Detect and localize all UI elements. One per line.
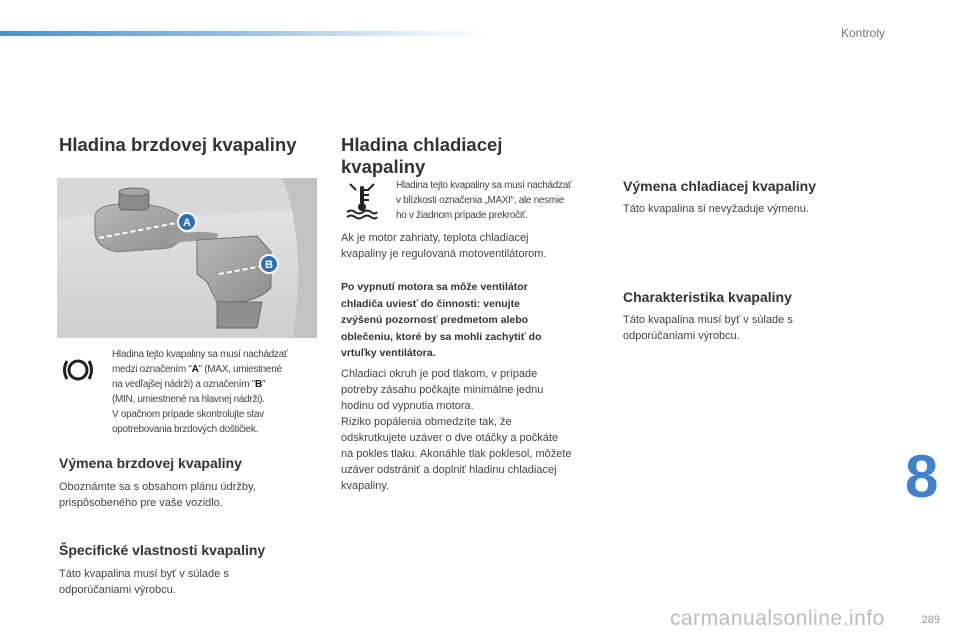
brake-spec-text: Táto kvapalina musí byť v súlade s odporúčaniami výrobcu. (59, 568, 229, 596)
coolant-paragraph-1: Ak je motor zahriaty, teplota chladiacej kvapaliny je regulovaná motoventilátorom. (341, 232, 547, 260)
chapter-number: 8 (905, 443, 939, 510)
coolant-char-text: Táto kvapalina musí byť v súlade s odporúčaniami výrobcu. (623, 314, 793, 342)
coolant-title: Hladina chladiacej kvapaliny (341, 134, 503, 177)
coolant-change-title: Výmena chladiacej kvapaliny (623, 178, 816, 194)
coolant-temperature-icon (344, 182, 380, 222)
coolant-note: Hladina tejto kvapaliny sa musí nachádzať v blízkosti označenia „MAXI“, ale nesmie ho v žiadnom prípade prekročiť. (396, 180, 572, 221)
page-number: 289 (921, 614, 940, 626)
brake-change-title: Výmena brzdovej kvapaliny (59, 455, 242, 471)
brake-fluid-title: Hladina brzdovej kvapaliny (59, 134, 297, 155)
header-accent-bar (0, 31, 490, 36)
coolant-fan-warning: Po vypnutí motora sa môže ventilátor chladiča uviesť do činnosti: venujte zvýšenú pozornosť predmetom alebo oblečeniu, ktoré by sa mohli zachytiť do vrtuľky ventilátora. (341, 281, 542, 359)
section-name: Kontroly (840, 26, 885, 40)
brake-warning-icon (60, 355, 96, 385)
mark-b: B (255, 379, 262, 390)
brake-spec-title: Špecifické vlastnosti kvapaliny (59, 542, 266, 558)
level-label-a: A (183, 217, 191, 229)
brake-reservoir-illustration (57, 178, 317, 338)
level-label-b: B (265, 259, 273, 271)
watermark: carmanualsonline.info (670, 607, 885, 630)
brake-note: Hladina tejto kvapaliny sa musí nachádzať medzi označením "A" (MAX, umiestnené na vedľajšej nádrži) a označením "B" (MIN, umiestnené na hlavnej nádrži). V opačnom prípade skontrolujte stav opotrebovania brzdových doštičiek. (112, 349, 288, 435)
coolant-paragraph-2: Chladiaci okruh je pod tlakom, v prípade potreby zásahu počkajte minimálne jednu hodinu od vypnutia motora. Riziko popálenia obmedzíte tak, že odskrutkujete uzáver o dve otáčky a počkáte na pokles tlaku. Akonáhle tlak poklesol, môžete uzáver odstrániť a doplniť hladinu chladiacej kvapaliny. (341, 368, 572, 492)
coolant-change-text: Táto kvapalina si nevyžaduje výmenu. (623, 203, 809, 215)
coolant-char-title: Charakteristika kvapaliny (623, 289, 792, 305)
brake-change-text: Oboznámte sa s obsahom plánu údržby, prispôsobeného pre vaše vozidlo. (59, 481, 256, 509)
mark-a: A (191, 364, 199, 375)
